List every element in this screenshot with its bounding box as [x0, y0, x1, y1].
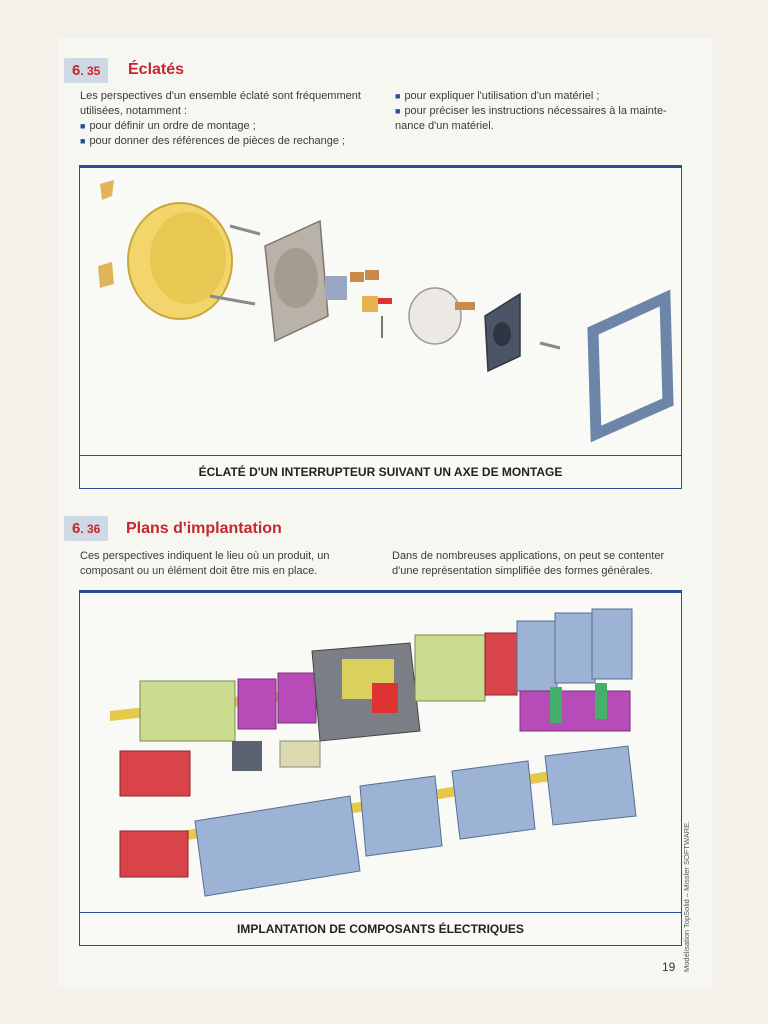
figure-caption: ÉCLATÉ D'UN INTERRUPTEUR SUIVANT UN AXE DE MONTAGE — [80, 455, 681, 488]
text-line: d'une représentation simplifiée des formes générales. — [392, 565, 653, 577]
terminal-part — [350, 272, 364, 282]
section1-right-text — [395, 89, 695, 134]
screw — [540, 343, 560, 348]
bullet-icon: ■ — [80, 121, 86, 131]
bullet-icon: ■ — [395, 91, 401, 101]
green-tab — [595, 683, 607, 719]
section-number-main: 6 — [72, 62, 81, 79]
section1-left-text — [80, 89, 380, 149]
relay-module — [238, 679, 276, 729]
terminal-part — [455, 302, 475, 310]
text-line: utilisées, notamment : — [80, 105, 187, 117]
relay-module — [278, 673, 316, 723]
connector-block — [232, 741, 262, 771]
electrical-layout-figure — [79, 590, 682, 946]
socket-hole — [493, 322, 511, 346]
section-number-main: 6 — [72, 520, 81, 537]
bullet-item — [395, 89, 695, 104]
text-line: composant ou un élément doit être mis en place. — [80, 565, 318, 577]
section-title-eclates: Éclatés — [128, 61, 185, 78]
section-number-sub: . 36 — [80, 522, 101, 536]
contactor — [592, 609, 632, 679]
contactor — [555, 613, 595, 683]
bullet-text: pour définir un ordre de montage ; — [89, 120, 256, 132]
section-title-plans: Plans d'implantation — [126, 520, 282, 537]
transformer-red-part — [372, 683, 398, 713]
contact-part — [325, 276, 347, 300]
text-line: Ces perspectives indiquent le lieu où un produit, un — [80, 550, 330, 562]
fuse-block — [120, 831, 188, 877]
section2-left-text — [80, 549, 380, 579]
enclosure-box — [360, 776, 442, 856]
terminal-block — [140, 681, 235, 741]
exploded-switch-illustration — [80, 166, 681, 454]
screw — [230, 226, 260, 234]
clip-part — [100, 180, 114, 200]
text-line: Dans de nombreuses applications, on peut se contenter — [392, 550, 665, 562]
bullet-text: pour expliquer l'utilisation d'un matériel ; — [404, 90, 600, 102]
bullet-text: pour préciser les instructions nécessaires à la mainte- — [404, 105, 667, 117]
section-number-sub: . 35 — [80, 64, 101, 78]
terminal-block — [415, 635, 485, 701]
rocker-red-part — [378, 298, 392, 304]
page-number: 19 — [662, 960, 676, 974]
cylinder-connector — [280, 741, 320, 767]
bullet-item — [80, 119, 380, 134]
red-module — [485, 633, 517, 695]
green-tab — [550, 687, 562, 723]
bullet-item — [80, 134, 380, 149]
finishing-frame — [593, 298, 668, 434]
enclosure-box — [545, 746, 636, 825]
text-line: Les perspectives d'un ensemble éclaté sont fréquemment — [80, 90, 361, 102]
enclosure-box — [452, 761, 535, 839]
bullet-icon: ■ — [80, 136, 86, 146]
section2-right-text — [392, 549, 692, 579]
bullet-icon: ■ — [395, 106, 401, 116]
bullet-text: pour donner des références de pièces de rechange ; — [89, 135, 346, 147]
section-number-6-36 — [64, 516, 108, 541]
contactor — [517, 621, 557, 691]
exploded-view-figure — [79, 165, 682, 489]
mechanism-core — [274, 248, 318, 308]
side-credit: Modélisation TopSolid – Missler SOFTWARE. — [682, 820, 691, 972]
socket-disc — [409, 288, 461, 344]
section-number-6-35 — [64, 58, 108, 83]
bullet-item — [395, 104, 695, 119]
fuse-block — [120, 751, 190, 796]
relay-module — [520, 691, 630, 731]
terminal-part — [365, 270, 379, 280]
mounting-box-inner — [150, 212, 226, 304]
figure-caption: IMPLANTATION DE COMPOSANTS ÉLECTRIQUES — [80, 912, 681, 945]
enclosure-box — [195, 796, 360, 896]
rocker-part — [362, 296, 378, 312]
electrical-components-illustration — [80, 591, 681, 911]
clip-part — [98, 262, 114, 288]
text-line: nance d'un matériel. — [395, 120, 494, 132]
